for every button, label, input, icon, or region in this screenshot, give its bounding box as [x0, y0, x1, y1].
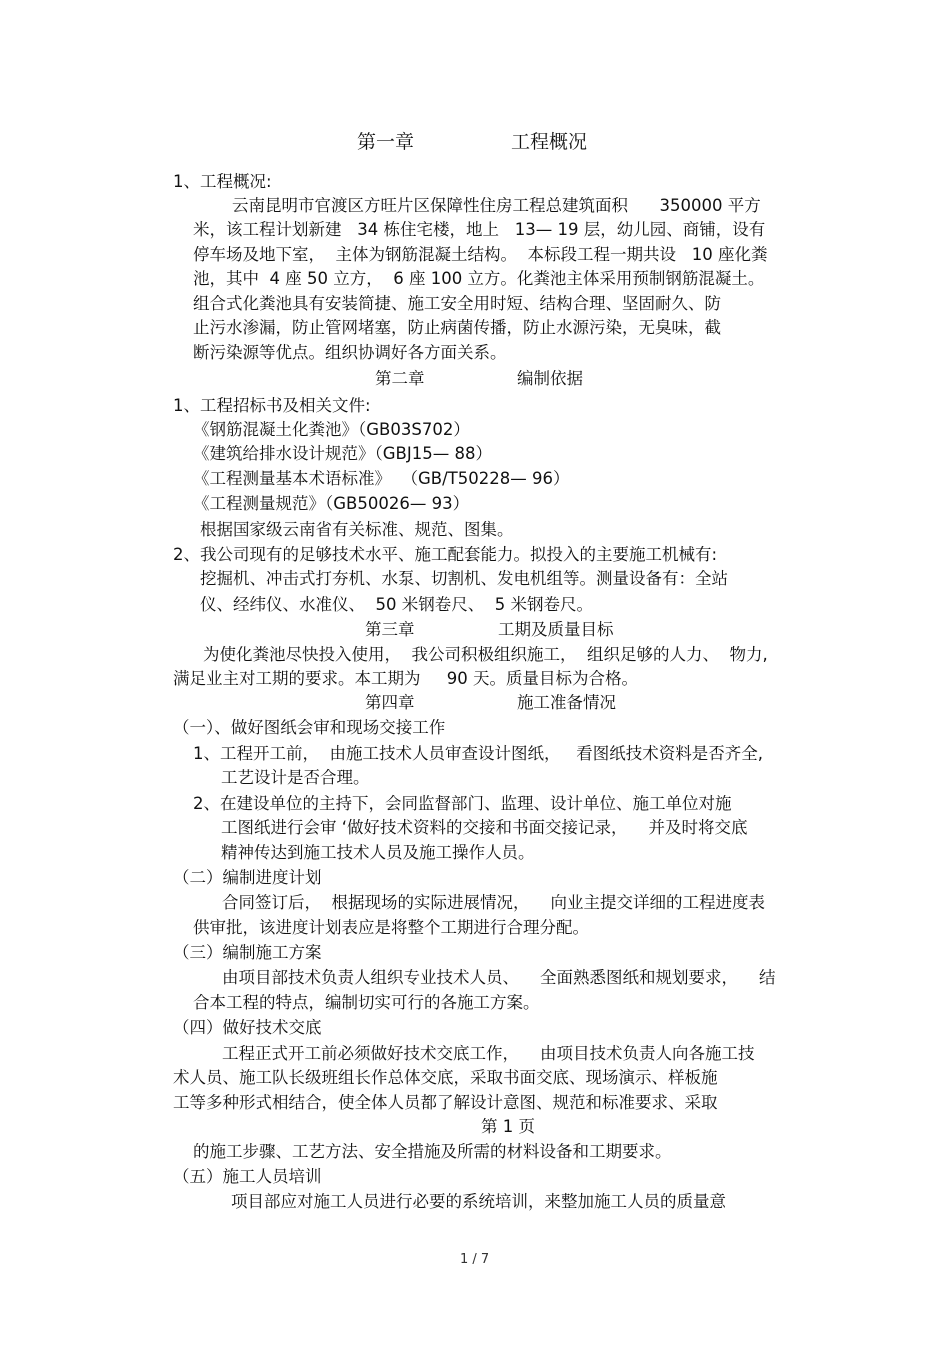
reference-item: 根据国家级云南省有关标准、规范、图集。 — [200, 520, 514, 539]
paragraph-line: 米，该工程计划新建 34 栋住宅楼，地上 13— 19 层，幼儿园、商铺，设有 — [193, 220, 766, 239]
chapter-1-title: 工程概况 — [511, 131, 588, 153]
chapter-3-number: 第三章 — [365, 620, 415, 639]
paragraph-line: 工等多种形式相结合，使全体人员都了解设计意图、规范和标准要求、采取 — [173, 1093, 718, 1112]
paragraph-line: 云南昆明市官渡区方旺片区保障性住房工程总建筑面积 350000 平方 — [232, 196, 761, 215]
paragraph-line: 为使化粪池尽快投入使用， 我公司积极组织施工， 组织足够的人力、 物力, — [203, 645, 768, 664]
paragraph-line: 满足业主对工期的要求。本工期为 90 天。质量目标为合格。 — [173, 669, 638, 688]
reference-item: 《工程测量规范》（GB50026— 93） — [193, 494, 470, 513]
reference-item: 《工程测量基本术语标准》 （GB/T50228— 96） — [193, 469, 570, 488]
chapter-4-number: 第四章 — [365, 693, 415, 712]
paragraph-line: 精神传达到施工技术人员及施工操作人员。 — [221, 843, 535, 862]
chapter-4-title: 施工准备情况 — [517, 693, 616, 712]
paragraph-line: 的施工步骤、工艺方法、安全措施及所需的材料设备和工期要求。 — [193, 1142, 672, 1161]
paragraph-line: 合同签订后， 根据现场的实际进展情况， 向业主提交详细的工程进度表 — [222, 893, 765, 912]
section-heading: 1、工程概况: — [173, 172, 272, 191]
paragraph-line: 合本工程的特点，编制切实可行的各施工方案。 — [193, 993, 540, 1012]
paragraph-line: 2、在建设单位的主持下，会同监督部门、监理、设计单位、施工单位对施 — [193, 794, 732, 813]
paragraph-line: 术人员、施工队长级班组长作总体交底，采取书面交底、现场演示、样板施 — [173, 1068, 718, 1087]
paragraph-line: 停车场及地下室， 主体为钢筋混凝土结构。 本标段工程一期共设 10 座化粪 — [193, 245, 768, 264]
section-heading: 2、我公司现有的足够技术水平、施工配套能力。拟投入的主要施工机械有: — [173, 545, 718, 564]
page-marker: 第 1 页 — [481, 1117, 535, 1136]
chapter-1-number: 第一章 — [357, 131, 415, 153]
paragraph-line: 断污染源等优点。组织协调好各方面关系。 — [193, 343, 507, 362]
paragraph-line: 1、工程开工前， 由施工技术人员审查设计图纸， 看图纸技术资料是否齐全, — [193, 744, 763, 763]
chapter-3-title: 工期及质量目标 — [498, 620, 614, 639]
paragraph-line: 工程正式开工前必须做好技术交底工作， 由项目技术负责人向各施工技 — [222, 1044, 755, 1063]
section-heading: 1、工程招标书及相关文件: — [173, 396, 371, 415]
paragraph-line: 工艺设计是否合理。 — [221, 768, 370, 787]
paragraph-line: 止污水渗漏，防止管网堵塞，防止病菌传播，防止水源污染，无臭味，截 — [193, 318, 721, 337]
paragraph-line: 供审批，该进度计划表应是将整个工期进行合理分配。 — [193, 918, 589, 937]
chapter-2-title: 编制依据 — [517, 369, 583, 388]
subsection-heading: （三）编制施工方案 — [173, 943, 322, 962]
subsection-heading: （四）做好技术交底 — [173, 1018, 322, 1037]
paragraph-line: 组合式化粪池具有安装简捷、施工安全用时短、结构合理、坚固耐久、防 — [193, 294, 721, 313]
reference-item: 《钢筋混凝土化粪池》（GB03S702） — [193, 420, 470, 439]
chapter-2-number: 第二章 — [375, 369, 425, 388]
paragraph-line: 项目部应对施工人员进行必要的系统培训，来整加施工人员的质量意 — [231, 1192, 726, 1211]
paragraph-line: 工图纸进行会审 ‘做好技术资料的交接和书面交接记录， 并及时将交底 — [221, 818, 748, 837]
paragraph-line: 仪、经纬仪、水准仪、 50 米钢卷尺、 5 米钢卷尺。 — [200, 595, 593, 614]
reference-item: 《建筑给排水设计规范》（GBJ15— 88） — [193, 444, 492, 463]
page-indicator: 1 / 7 — [460, 1252, 490, 1267]
subsection-heading: （二）编制进度计划 — [173, 868, 322, 887]
paragraph-line: 由项目部技术负责人组织专业技术人员、 全面熟悉图纸和规划要求， 结 — [222, 968, 776, 987]
paragraph-line: 挖掘机、冲击式打夯机、水泵、切割机、发电机组等。测量设备有：全站 — [200, 569, 728, 588]
subsection-heading: （一）、做好图纸会审和现场交接工作 — [173, 718, 446, 737]
subsection-heading: （五）施工人员培训 — [173, 1167, 322, 1186]
paragraph-line: 池，其中 4 座 50 立方， 6 座 100 立方。化粪池主体采用预制钢筋混凝土。 — [193, 269, 765, 288]
